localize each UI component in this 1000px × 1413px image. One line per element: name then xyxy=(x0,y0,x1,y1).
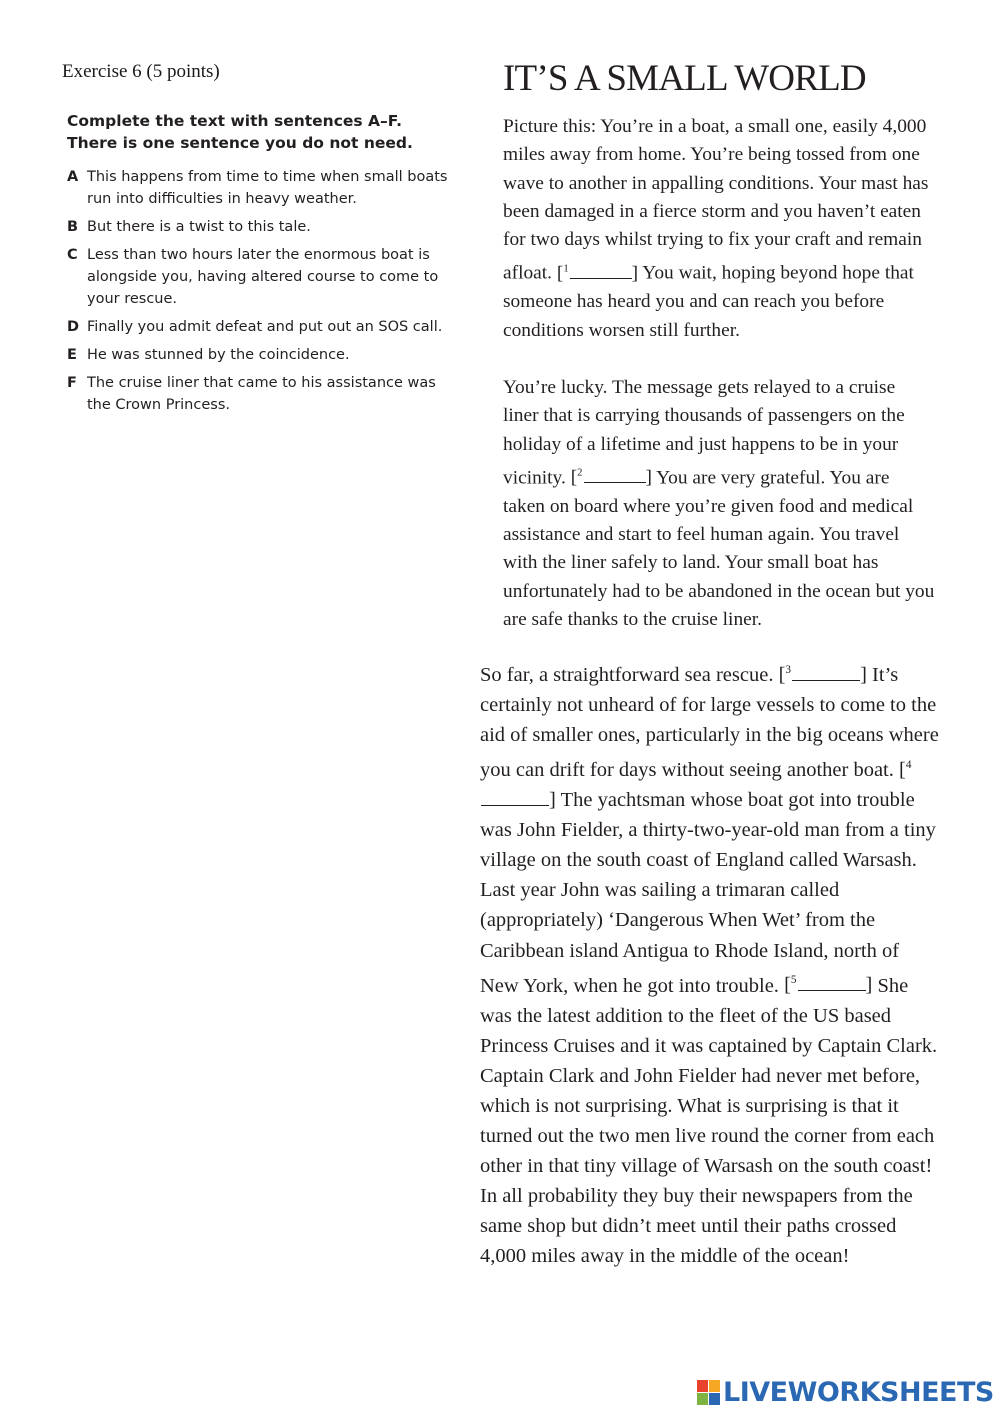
option-text: The cruise liner that came to his assistance was the Crown Princess. xyxy=(87,375,436,413)
option-d xyxy=(67,316,457,338)
answer-gap-4[interactable]: [$^4$] xyxy=(480,759,911,811)
gap-blank[interactable] xyxy=(584,466,646,483)
answer-gap-3[interactable]: [$^3$ ] xyxy=(778,663,867,686)
paragraph-text: You wait, hoping beyond hope that someone has heard you and can reach you before conditions worsen still further. xyxy=(503,262,914,341)
gap-blank[interactable] xyxy=(798,973,866,991)
option-letter: F xyxy=(67,375,77,391)
option-letter: D xyxy=(67,319,80,335)
paragraph-text: The yachtsman whose boat got into trouble was John Fielder, a thirty-two-year-old man from a tiny village on the south coast of England called Warsash. Last year John was sailing a trimaran called (appropriately) ‘Dangerous When Wet’ from the Caribbean island Antigua to Rhode Island, north of New York, when he got into trouble. xyxy=(480,789,936,997)
option-letter: E xyxy=(67,347,77,363)
gap-number: 1 xyxy=(563,262,569,275)
option-text: Less than two hours later the enormous boat is alongside you, having altered course to come to your rescue. xyxy=(87,247,439,307)
answer-gap-1[interactable]: [$^1$ ] xyxy=(556,262,639,284)
article-title: IT’S A SMALL WORLD xyxy=(503,58,866,99)
option-b xyxy=(67,216,457,238)
option-text: Finally you admit defeat and put out an SOS call. xyxy=(87,319,443,335)
option-letter: C xyxy=(67,247,78,263)
paragraph-text: You’re lucky. The message gets relayed to a cruise liner that is carrying thousands of passengers on the holiday of a lifetime and just happens to be in your vicinity. xyxy=(503,377,905,489)
paragraph-text: She was the latest addition to the fleet of the US based Princess Cruises and it was captained by Captain Clark. Captain Clark and John Fielder had never met before, which is not surprising. What is surprising is that it turned out the two men live round the corner from each other in that tiny village of Warsash on the south coast! In all probability they buy their newspapers from the same shop but didn’t meet until their paths crossed 4,000 miles away in the middle of the ocean! xyxy=(480,974,938,1268)
option-a xyxy=(67,166,457,210)
answer-gap-2[interactable]: [$^2$ ] xyxy=(570,466,652,489)
exercise-instructions: Complete the text with sentences A–F. There is one sentence you do not need. xyxy=(67,112,413,152)
answer-options-list xyxy=(67,166,457,422)
option-c xyxy=(67,244,457,310)
liveworksheets-logo[interactable] xyxy=(697,1377,994,1408)
option-letter: A xyxy=(67,169,79,185)
gap-number: 5 xyxy=(790,974,797,987)
option-text: But there is a twist to this tale. xyxy=(87,219,311,235)
paragraph-text: You are very grateful. You are taken on board where you’re given food and medical assistance and start to feel human again. You travel with the liner safely to land. Your small boat has unfortunately had to be abandoned in the ocean but you are safe thanks to the cruise liner. xyxy=(503,467,935,630)
gap-blank[interactable] xyxy=(792,662,860,680)
option-text: This happens from time to time when small boats run into difficulties in heavy weather. xyxy=(87,169,448,207)
logo-square xyxy=(697,1380,708,1392)
option-f xyxy=(67,372,457,416)
logo-text: LIVEWORKSHEETS xyxy=(723,1377,994,1408)
gap-blank[interactable] xyxy=(481,788,549,806)
gap-number: 3 xyxy=(785,664,792,676)
logo-square xyxy=(697,1393,708,1405)
paragraph-text: It’s certainly not unheard of for large vessels to come to the aid of smaller ones, particularly in the big oceans where you can drift for days without seeing another boat. xyxy=(480,663,939,781)
logo-square xyxy=(709,1380,720,1392)
gap-number: 4 xyxy=(905,759,912,772)
option-text: He was stunned by the coincidence. xyxy=(87,347,350,363)
article-paragraph-3 xyxy=(480,655,940,1271)
exercise-title: Exercise 6 (5 points) xyxy=(62,61,220,82)
gap-number: 2 xyxy=(577,466,583,479)
article-paragraph-2 xyxy=(503,374,935,634)
paragraph-text: Picture this: You’re in a boat, a small one, easily 4,000 miles away from home. You’re being tossed from one wave to another in appalling conditions. Your mast has been damaged in a fierce storm and you haven’t eaten for two days whilst trying to fix your craft and remain afloat. xyxy=(503,116,929,284)
answer-gap-5[interactable]: [$^5$ ] xyxy=(784,974,873,997)
option-e xyxy=(67,344,457,366)
logo-squares-icon xyxy=(697,1380,720,1405)
option-letter: B xyxy=(67,219,79,235)
gap-blank[interactable] xyxy=(570,261,632,278)
article-paragraph-1 xyxy=(503,113,935,345)
paragraph-text: So far, a straightforward sea rescue. xyxy=(480,663,774,686)
logo-square xyxy=(709,1393,720,1405)
